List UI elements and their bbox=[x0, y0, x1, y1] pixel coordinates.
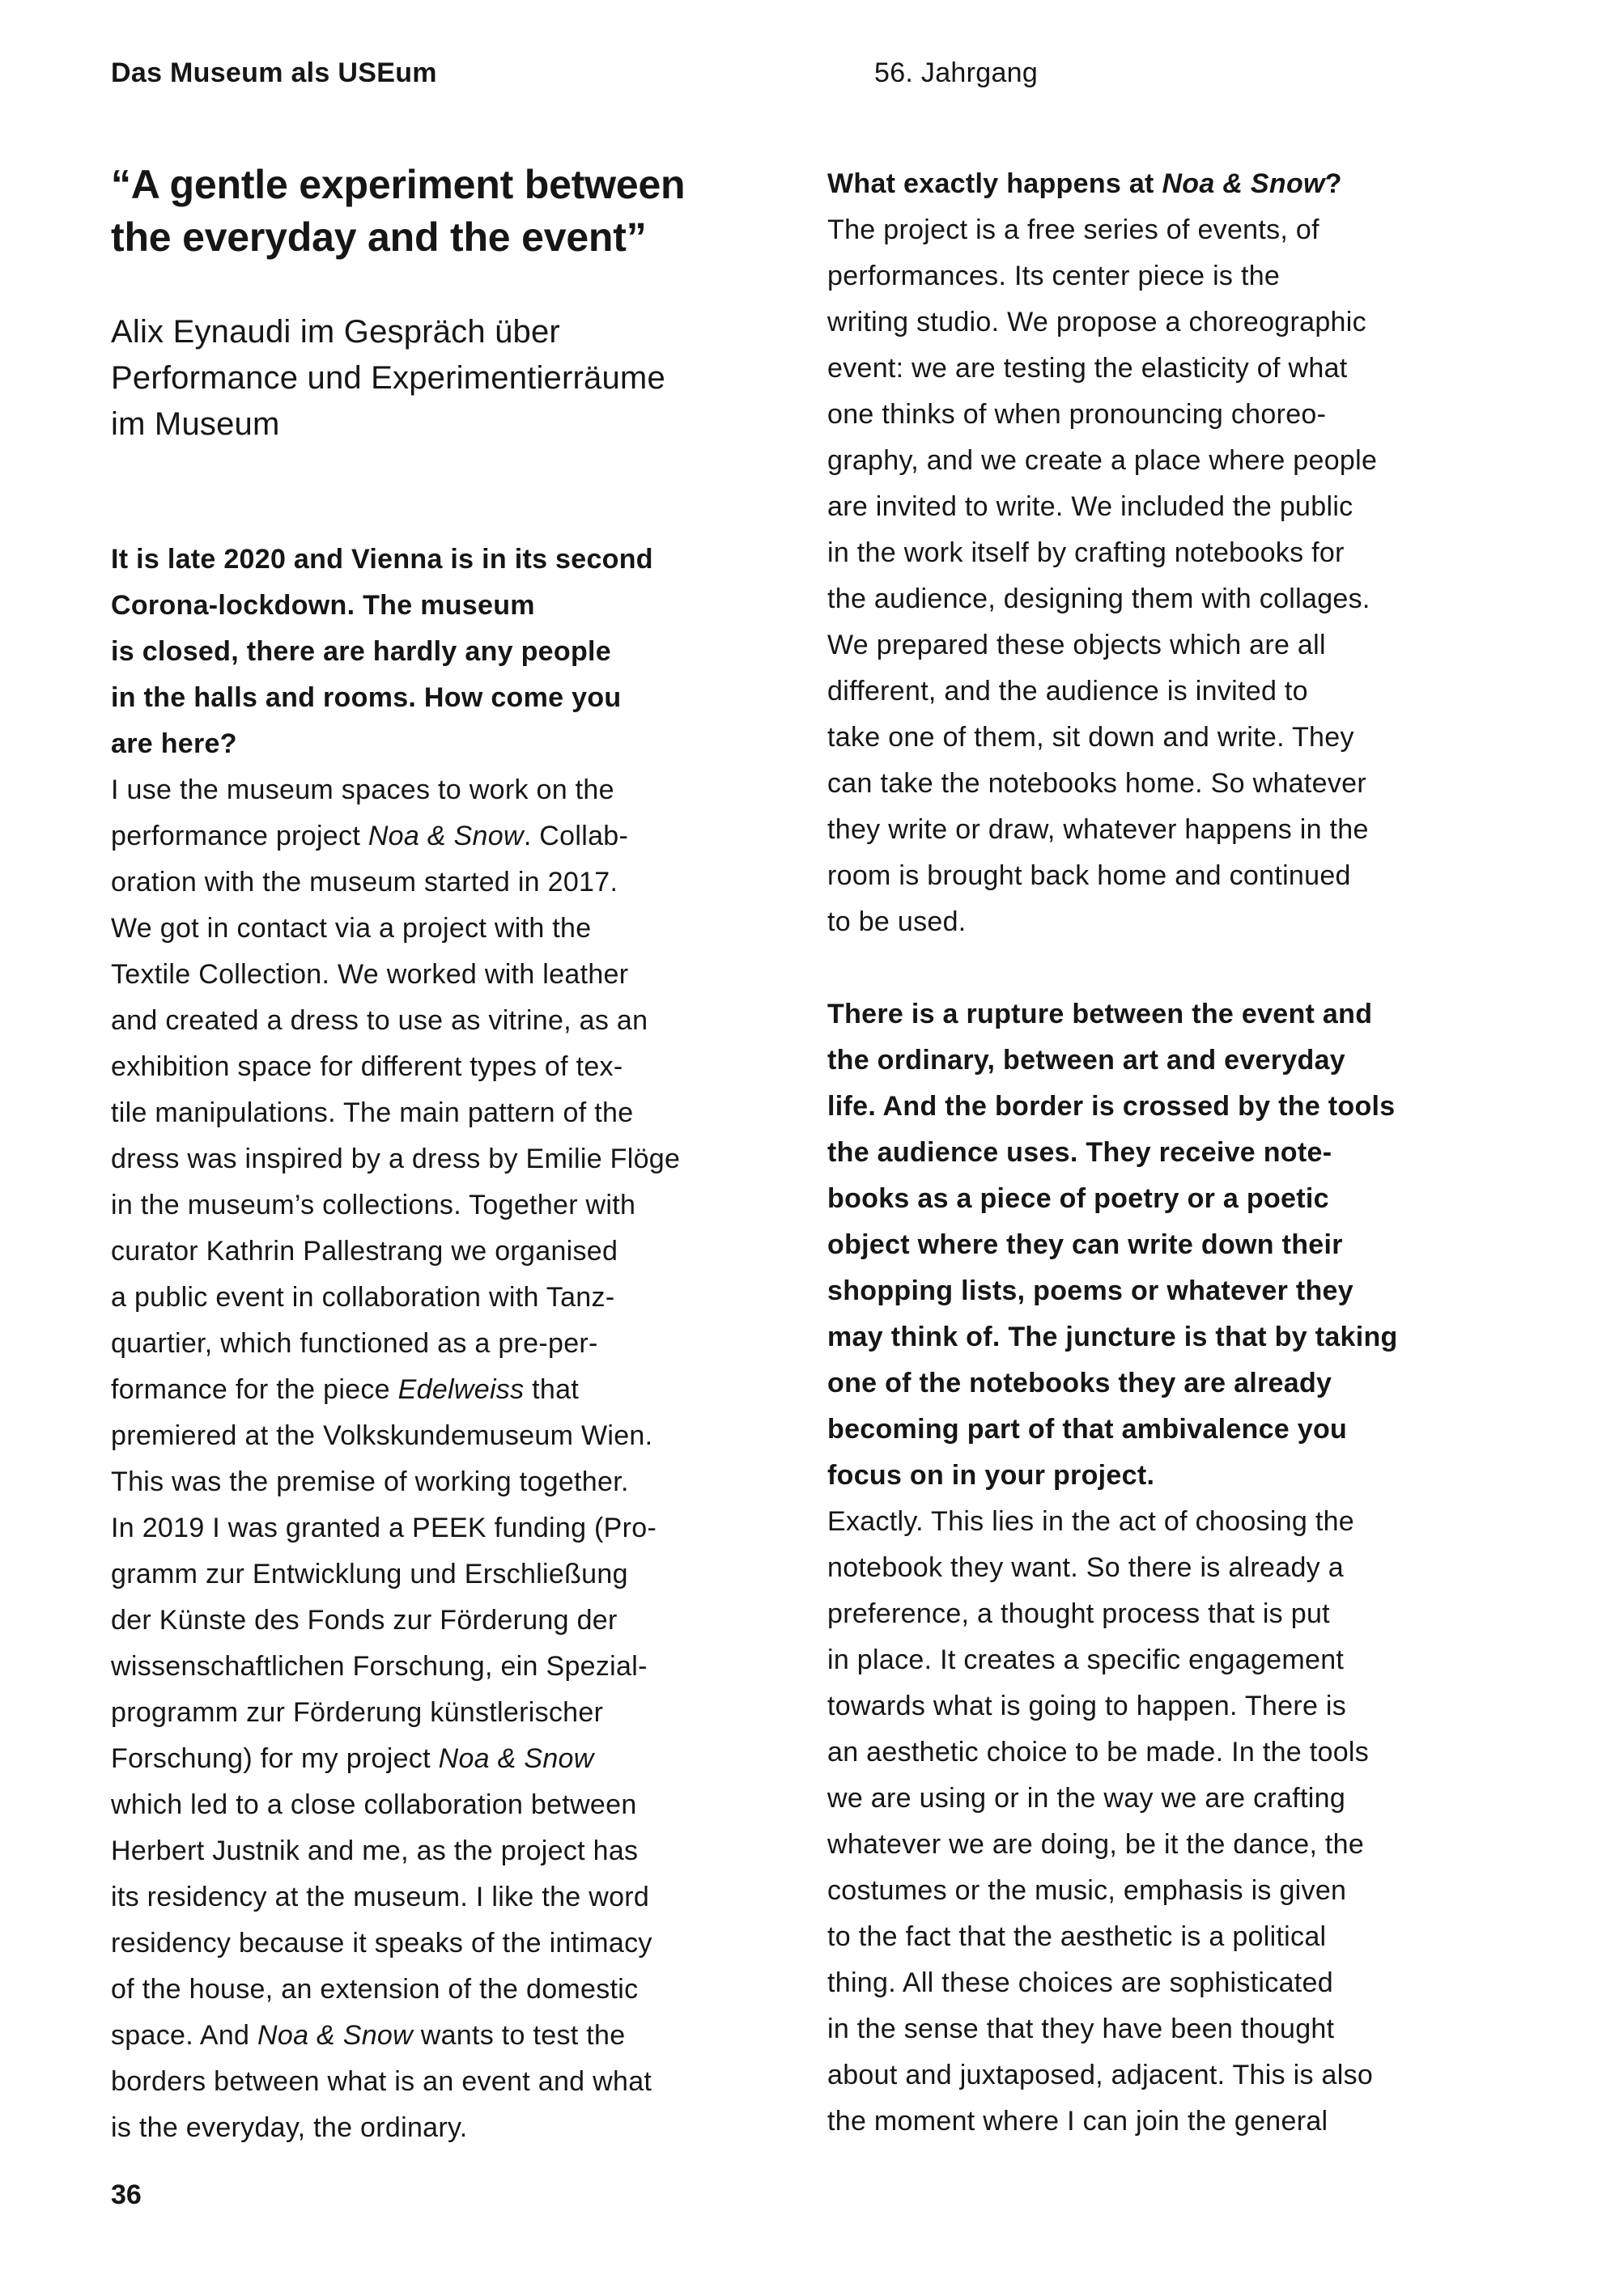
left-column bbox=[111, 159, 827, 2151]
right-column bbox=[827, 161, 1552, 2145]
interview-answer-3: Exactly. This lies in the act of choosing the notebook they want. So there is already a preference, a thought process that is put in place. It creates a specific engagement towards what is going to happen. There is an aesthetic choice to be made. In the tools we are using or in the way we are crafting whatever we are doing, be it the dance, the costumes or the music, emphasis is given to the fact that the aesthetic is a political thing. All these choices are sophisticated in the sense that they have been thought about and juxtaposed, adjacent. This is also the moment where I can join the general bbox=[827, 1506, 1374, 2137]
journal-title: Das Museum als USEum bbox=[111, 57, 437, 88]
interview-question-3: There is a rupture between the event and the ordinary, between art and everyday life. And the border is crossed by the tools the audience uses. They receive note- books as a piece of poetry or a poetic object where they can write down their shopping lists, poems or whatever they may think of. The juncture is that by taking one of the notebooks they are already becoming part of that ambivalence you focus on in your project. bbox=[827, 999, 1398, 1491]
page-number: 36 bbox=[111, 2179, 142, 2210]
interview-answer-2: The project is a free series of events, of performances. Its center piece is the writing studio. We propose a choreographic event: we are testing the elasticity of what one thinks of when pronouncing choreo- graphy, and we create a place where people are invited to write. We included the public in the work itself by crafting notebooks for the audience, designing them with collages. We prepared these objects which are all different, and the audience is invited to take one of them, sit down and write. They can take the notebooks home. So whatever they write or draw, whatever happens in the room is brought back home and continued to be used. bbox=[827, 214, 1378, 937]
issue-label: 56. Jahrgang bbox=[874, 57, 1039, 88]
article-title: “A gentle experiment between the everyday and the event” bbox=[111, 162, 686, 260]
article-subtitle: Alix Eynaudi im Gespräch über Performance und Experimentierräume im Museum bbox=[111, 314, 665, 442]
interview-question-1: It is late 2020 and Vienna is in its second Corona-lockdown. The museum is closed, there are hardly any people in the halls and rooms. How come you are here? bbox=[111, 544, 653, 759]
interview-question-2: What exactly happens at Noa & Snow? bbox=[827, 168, 1342, 199]
interview-answer-1: I use the museum spaces to work on the performance project Noa & Snow. Collab- oration with the museum started in 2017. We got in contact via a project with the Textile Collection. We worked with leather and created a dress to use as vitrine, as an exhibition space for different types of tex- tile manipulations. The main pattern of the dress was inspired by a dress by Emilie Flöge in the museum’s collections. Together with curator Kathrin Pallestrang we organised a public event in collaboration with Tanz- quartier, which functioned as a pre-per- formance for the piece Edelweiss that premiered at the Volkskundemuseum Wien. This was the premise of working together. In 2019 I was granted a PEEK funding (Pro- gramm zur Entwicklung und Erschließung der Künste des Fonds zur Förderung der wissenschaftlichen Forschung, ein Spezial- programm zur Förderung künstlerischer Forschung) for my project Noa & Snow which led to a close collaboration between Herbert Justnik and me, as the project has its residency at the museum. I like the word residency because it speaks of the intimacy of the house, an extension of the domestic space. And Noa & Snow wants to test the borders between what is an event and what is the everyday, the ordinary. bbox=[111, 775, 681, 2143]
